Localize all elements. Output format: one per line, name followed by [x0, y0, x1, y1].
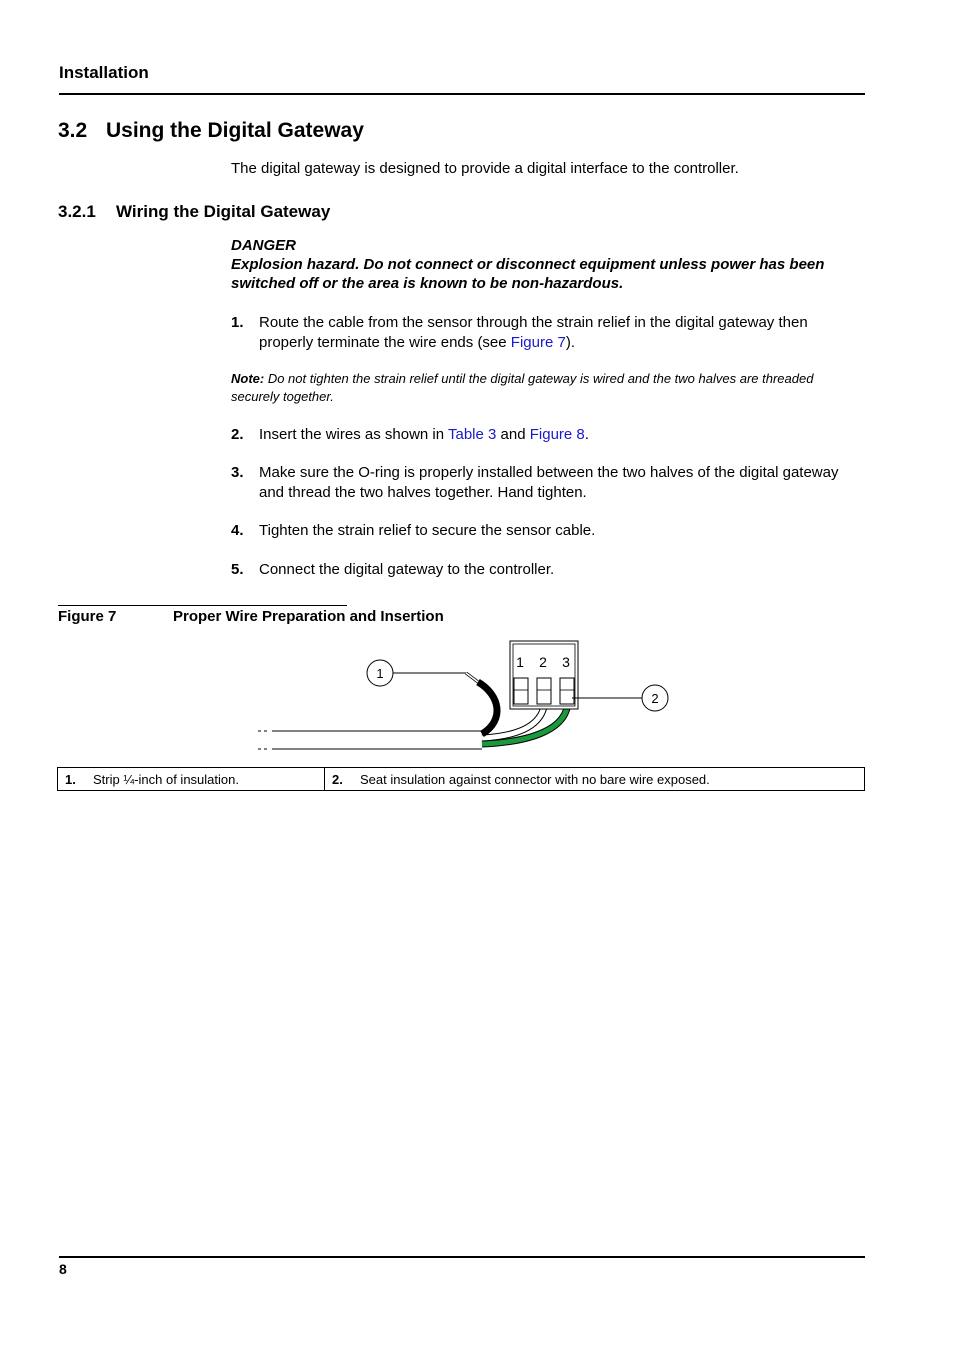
step-number: 5. — [231, 561, 244, 578]
header-rule — [59, 93, 865, 95]
callout-1-label: 1 — [376, 666, 384, 681]
terminal-number: 3 — [562, 654, 570, 670]
terminal-number: 2 — [539, 654, 547, 670]
section-intro: The digital gateway is designed to provide a digital interface to the controller. — [231, 160, 739, 177]
section-title: Using the Digital Gateway — [106, 119, 364, 142]
callout-2-label: 2 — [651, 691, 659, 706]
step-text: Make sure the O-ring is properly installed between the two halves of the digital gateway and thread the two halves together. Hand tighten. — [259, 464, 839, 501]
legend-number: 2. — [332, 771, 343, 787]
subsection-heading — [58, 202, 330, 222]
step-4 — [231, 521, 851, 541]
page-number: 8 — [59, 1261, 67, 1277]
legend-number: 1. — [65, 771, 76, 787]
step-text-mid: and — [496, 426, 530, 443]
legend-cell — [325, 768, 864, 790]
wire-insertion-diagram — [0, 630, 954, 760]
footer-rule — [59, 1256, 865, 1258]
table-3-link[interactable]: Table 3 — [447, 426, 497, 443]
running-header: Installation — [59, 63, 149, 82]
step-text-end: ). — [565, 333, 575, 351]
legend-text: Seat insulation against connector with no bare wire exposed. — [360, 771, 710, 787]
step-5 — [231, 560, 851, 580]
legend-cell — [58, 768, 325, 790]
step-text: Route the cable from the sensor through the strain relief in the digital gateway then properly terminate the wire ends (see — [259, 314, 808, 351]
step-text: Tighten the strain relief to secure the sensor cable. — [259, 522, 596, 539]
step-number: 2. — [231, 426, 244, 443]
danger-label: DANGER — [231, 237, 297, 254]
figure-title: Proper Wire Preparation and Insertion — [173, 608, 444, 625]
step-number: 1. — [231, 314, 244, 331]
note — [231, 370, 851, 406]
step-text: Insert the wires as shown in — [259, 426, 448, 443]
figure-8-link[interactable]: Figure 8 — [529, 426, 585, 443]
terminal-block — [510, 641, 578, 709]
terminal-number: 1 — [516, 654, 524, 670]
subsection-number: 3.2.1 — [58, 202, 96, 221]
step-number: 4. — [231, 522, 244, 539]
stripped-wire-core — [466, 673, 478, 682]
black-wire — [478, 682, 497, 734]
subsection-title: Wiring the Digital Gateway — [116, 202, 331, 221]
note-text: Do not tighten the strain relief until the digital gateway is wired and the two halves are threaded securely together. — [231, 371, 814, 404]
danger-notice — [231, 236, 871, 293]
figure-label: Figure 7 — [58, 608, 117, 625]
figure-legend-table — [57, 767, 865, 791]
note-label: Note: — [231, 371, 265, 386]
legend-text: Strip ¼-inch of insulation. — [93, 771, 239, 787]
step-number: 3. — [231, 464, 244, 481]
step-1 — [231, 313, 851, 352]
step-text-end: . — [584, 426, 589, 443]
section-number: 3.2 — [58, 119, 88, 142]
section-heading — [58, 119, 364, 143]
figure-7-link[interactable]: Figure 7 — [510, 333, 566, 351]
step-2 — [231, 425, 851, 445]
figure-rule — [58, 605, 347, 606]
step-text: Connect the digital gateway to the controller. — [259, 561, 555, 578]
danger-text: Explosion hazard. Do not connect or disconnect equipment unless power has been switched off or the area is known to be non-hazardous. — [231, 256, 825, 292]
step-3 — [231, 463, 851, 502]
